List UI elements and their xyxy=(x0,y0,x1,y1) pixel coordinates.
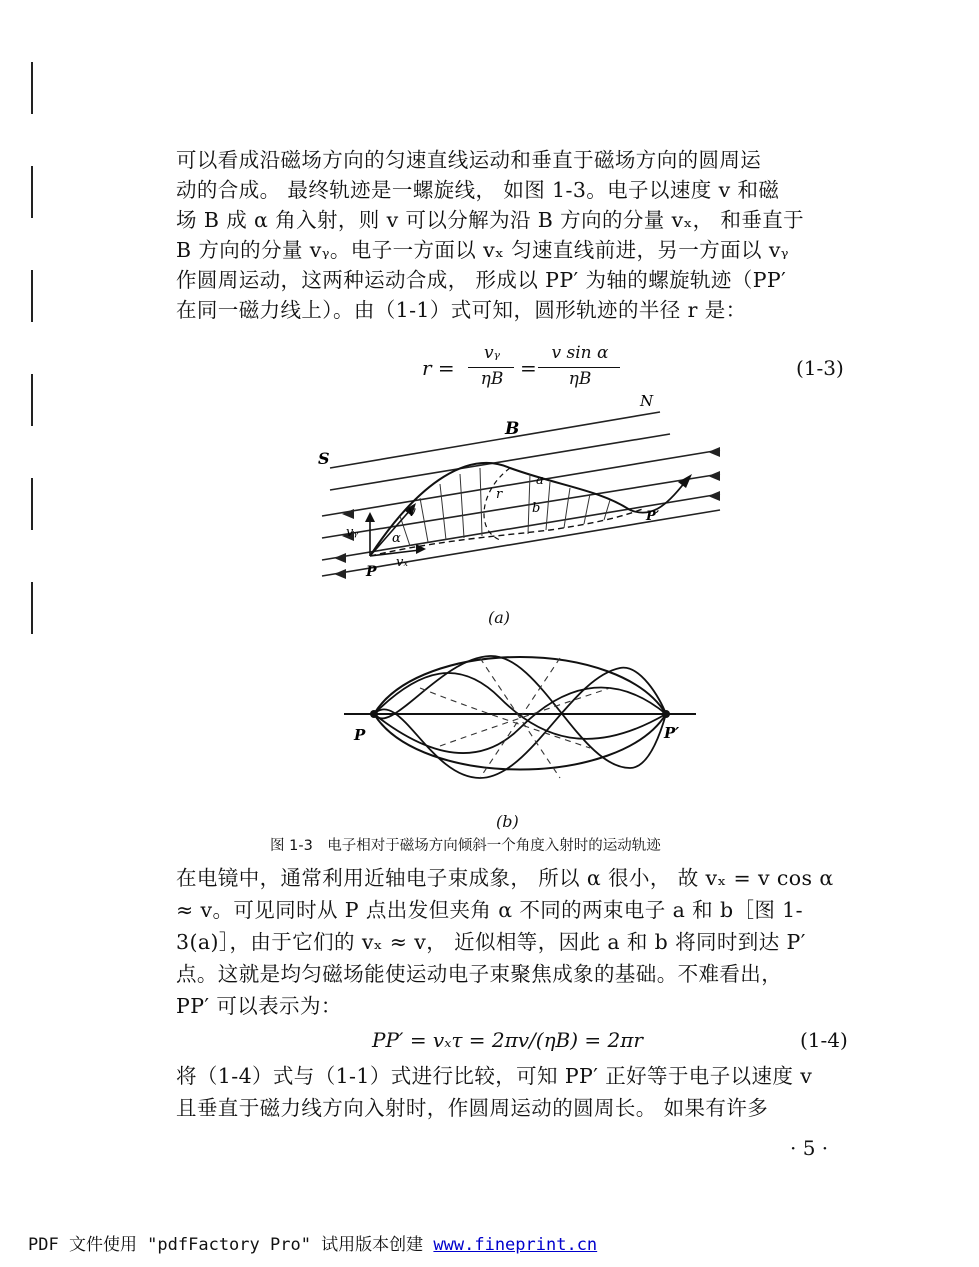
label-P-prime: P′ xyxy=(664,724,680,742)
text-line: PP′ 可以表示为： xyxy=(176,994,342,1018)
label-P-prime: P′ xyxy=(646,509,660,524)
page-number: · 5 · xyxy=(790,1136,829,1160)
label-P: P xyxy=(366,564,377,580)
label-S: S xyxy=(318,449,330,468)
fraction-2-denominator: ηB xyxy=(568,369,592,389)
text-line: B 方向的分量 vᵧ。电子一方面以 vₓ 匀速直线前进，另一方面以 vᵧ xyxy=(176,238,789,262)
label-a: a xyxy=(536,473,544,488)
equation-equals: = xyxy=(520,356,537,380)
text-line: 场 B 成 α 角入射，则 v 可以分解为沿 B 方向的分量 vₓ， 和垂直于 xyxy=(176,208,805,232)
text-line: 3(a)］，由于它们的 vₓ ≈ v， 近似相等，因此 a 和 b 将同时到达 P′ xyxy=(176,930,806,954)
text-line: 点。这就是均匀磁场能使运动电子束聚焦成象的基础。不难看出， xyxy=(176,962,783,986)
fraction-2-numerator: v sin α xyxy=(551,343,609,363)
fraction-bar xyxy=(538,367,620,368)
text-line: 将（1-4）式与（1-1）式进行比较，可知 PP′ 正好等于电子以速度 v xyxy=(176,1064,813,1088)
equation-body: PP′ = vₓτ = 2πv/(ηB) = 2πr xyxy=(372,1028,643,1052)
figure-b-projection xyxy=(330,628,710,818)
text-line: 作圆周运动，这两种运动合成， 形成以 PP′ 为轴的螺旋轨迹（PP′ xyxy=(176,268,787,292)
text-line: ≈ v。可见同时从 P 点出发但夹角 α 不同的两束电子 a 和 b［图 1- xyxy=(176,898,803,922)
equation-lhs: r = xyxy=(422,356,455,380)
text-line: 且垂直于磁力线方向入射时，作圆周运动的圆周长。 如果有许多 xyxy=(176,1096,769,1120)
label-N: N xyxy=(640,392,654,410)
equation-number: (1-3) xyxy=(796,356,844,380)
label-P: P xyxy=(354,726,366,744)
fraction-1-denominator: ηB xyxy=(480,369,504,389)
footer-text: PDF 文件使用 "pdfFactory Pro" 试用版本创建 xyxy=(28,1235,434,1255)
figure-a-helix xyxy=(300,390,740,590)
margin-bar xyxy=(31,478,33,530)
text-line: 在同一磁力线上）。由（1-1）式可知，圆形轨迹的半径 r 是： xyxy=(176,298,747,322)
footer-link[interactable]: www.fineprint.cn xyxy=(433,1235,598,1255)
equation-number: (1-4) xyxy=(800,1028,848,1052)
margin-bar xyxy=(31,62,33,114)
margin-bar xyxy=(31,166,33,218)
fraction-1-numerator: vᵧ xyxy=(483,343,500,363)
margin-bar xyxy=(31,270,33,322)
text-line: 在电镜中，通常利用近轴电子束成象， 所以 α 很小， 故 vₓ = v cos α xyxy=(176,866,834,890)
fraction-bar xyxy=(468,367,514,368)
label-r: r xyxy=(496,487,503,502)
margin-bar xyxy=(31,374,33,426)
figure-b-sublabel: (b) xyxy=(496,812,519,831)
text-line: 可以看成沿磁场方向的匀速直线运动和垂直于磁场方向的圆周运 xyxy=(176,148,762,172)
figure-a-sublabel: (a) xyxy=(488,608,511,627)
footer-watermark xyxy=(28,1230,597,1255)
figure-caption: 图 1-3 电子相对于磁场方向倾斜一个角度入射时的运动轨迹 xyxy=(270,838,661,854)
label-vx: vₓ xyxy=(396,555,408,570)
label-v: v xyxy=(408,504,416,520)
margin-bar xyxy=(31,582,33,634)
label-b: b xyxy=(532,501,541,516)
label-vy: vᵧ xyxy=(346,525,359,540)
label-alpha: α xyxy=(392,531,401,546)
text-line: 动的合成。 最终轨迹是一螺旋线， 如图 1-3。电子以速度 v 和磁 xyxy=(176,178,780,202)
label-B: B xyxy=(505,419,520,439)
